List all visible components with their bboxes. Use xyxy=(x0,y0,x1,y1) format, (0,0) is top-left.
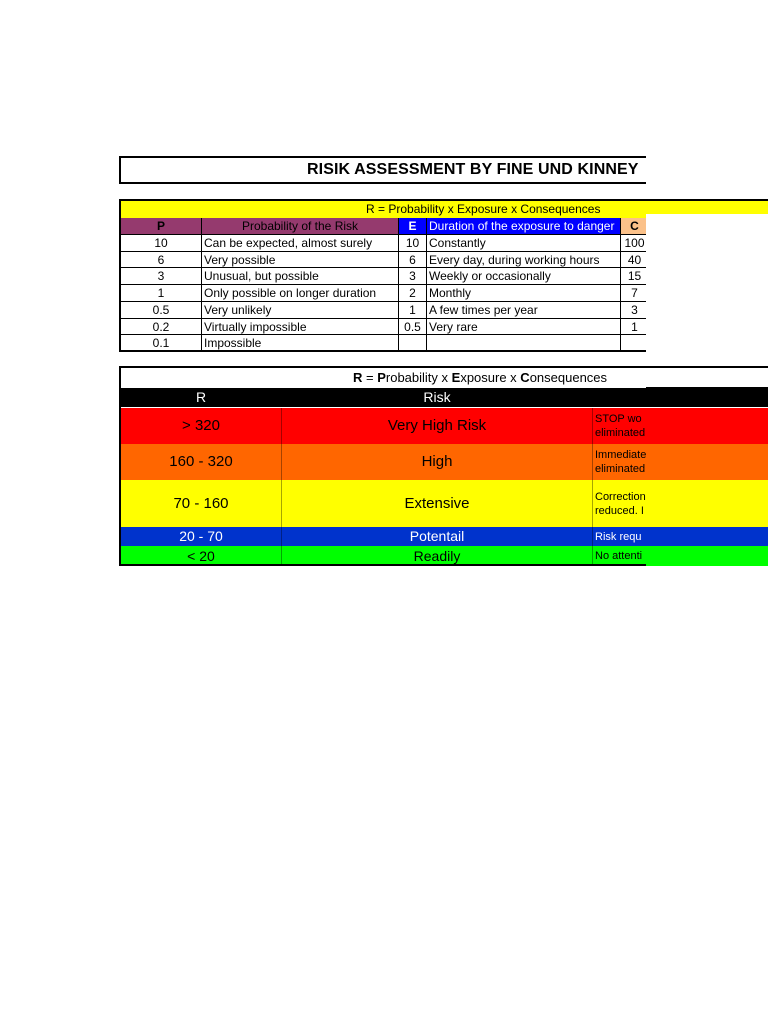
cell-c: 40 xyxy=(627,253,642,267)
cell-e: 10 xyxy=(405,236,420,250)
cell-e-text: A few times per year xyxy=(429,303,538,317)
formula-eq: = xyxy=(362,370,378,385)
cell-p: 3 xyxy=(157,269,165,283)
action-line-1: Risk requ xyxy=(595,531,642,543)
cell-c: 15 xyxy=(627,269,642,283)
header-e: E xyxy=(399,218,426,235)
cell-p-text: Can be expected, almost surely xyxy=(204,236,373,250)
risk-range: < 20 xyxy=(187,548,215,564)
row-divider xyxy=(121,251,648,252)
header-extension xyxy=(646,387,768,406)
cell-c: 7 xyxy=(631,286,638,300)
cell-e: 0.5 xyxy=(404,320,421,334)
action-line-1: No attenti xyxy=(595,550,643,562)
risk-range: > 320 xyxy=(182,417,220,434)
cell-p: 0.5 xyxy=(152,303,170,317)
grid-line xyxy=(426,218,427,352)
cell-p-text: Very possible xyxy=(204,253,276,267)
header-r: R xyxy=(195,389,207,405)
header-c: C xyxy=(621,218,648,235)
formula-r: R xyxy=(353,370,363,385)
cell-p-text: Very unlikely xyxy=(204,303,272,317)
header-exposure: Duration of the exposure to danger xyxy=(427,218,620,235)
grid-line xyxy=(398,218,399,352)
cell-e: 2 xyxy=(409,286,416,300)
row-divider xyxy=(121,318,648,319)
cell-c: 100 xyxy=(624,236,645,250)
title-clip-mask xyxy=(646,150,768,190)
formula-consequences: onsequences xyxy=(529,370,608,385)
action-line-1: STOP wo xyxy=(595,413,642,425)
cell-p: 10 xyxy=(154,236,168,250)
cell-e-text: Very rare xyxy=(429,320,478,334)
cell-e-text: Every day, during working hours xyxy=(429,253,600,267)
risk-band-extension xyxy=(646,444,768,480)
header-probability: Probability of the Risk xyxy=(202,218,398,235)
action-line-2: eliminated xyxy=(595,463,646,475)
cell-e-text xyxy=(427,335,620,352)
action-line-1: Immediate xyxy=(595,449,647,461)
risk-band-extension xyxy=(646,527,768,546)
risk-range: 20 - 70 xyxy=(179,528,223,544)
risk-level: Extensive xyxy=(404,495,470,512)
row-divider xyxy=(121,301,648,302)
table1-clip-mask xyxy=(646,214,768,354)
risk-range: 70 - 160 xyxy=(173,495,229,512)
risk-band-extension xyxy=(646,546,768,566)
formula-c: C xyxy=(520,370,530,385)
formula-p: P xyxy=(377,370,386,385)
cell-c: 1 xyxy=(631,320,638,334)
header-risk: Risk xyxy=(423,389,451,405)
cell-c: 3 xyxy=(631,303,638,317)
cell-p: 0.2 xyxy=(152,320,170,334)
title-text: RISIK ASSESSMENT BY FINE UND KINNEY xyxy=(307,161,639,178)
formula-e: E xyxy=(451,370,461,385)
risk-level: Very High Risk xyxy=(387,417,487,434)
action-line-2: eliminated xyxy=(595,427,646,439)
cell-e: 3 xyxy=(409,269,416,283)
cell-e: 1 xyxy=(409,303,416,317)
risk-level: High xyxy=(421,453,453,470)
grid-line xyxy=(201,218,202,352)
row-divider xyxy=(121,267,648,268)
risk-band-extension xyxy=(646,480,768,527)
cell-p-text: Only possible on longer duration xyxy=(204,286,377,300)
cell-p-text: Unusual, but possible xyxy=(204,269,319,283)
cell-e xyxy=(399,335,426,352)
grid-line xyxy=(620,218,621,352)
action-line-2: reduced. I xyxy=(595,505,644,517)
cell-e-text: Constantly xyxy=(429,236,486,250)
cell-e: 6 xyxy=(409,253,416,267)
page-title xyxy=(119,156,659,184)
cell-e-text: Monthly xyxy=(429,286,472,300)
formula-text: R = Probability x Exposure x Consequences xyxy=(366,202,601,216)
header-p: P xyxy=(121,218,201,235)
row-divider xyxy=(121,234,648,235)
risk-level: Potentail xyxy=(409,528,465,544)
formula-exposure: xposure x xyxy=(460,370,521,385)
risk-range: 160 - 320 xyxy=(169,453,233,470)
row-divider xyxy=(121,334,648,335)
cell-p-text: Impossible xyxy=(204,336,262,350)
action-line-1: Correction xyxy=(595,491,646,503)
cell-p: 0.1 xyxy=(152,336,170,350)
risk-band-extension xyxy=(646,408,768,444)
cell-p-text: Virtually impossible xyxy=(204,320,307,334)
risk-level: Readily xyxy=(413,548,461,564)
cell-c xyxy=(621,335,648,352)
formula-probability: robability x xyxy=(385,370,452,385)
risk-formula xyxy=(121,368,768,388)
cell-p: 1 xyxy=(157,286,165,300)
cell-e-text: Weekly or occasionally xyxy=(429,269,551,283)
row-divider xyxy=(121,284,648,285)
cell-p: 6 xyxy=(157,253,165,267)
